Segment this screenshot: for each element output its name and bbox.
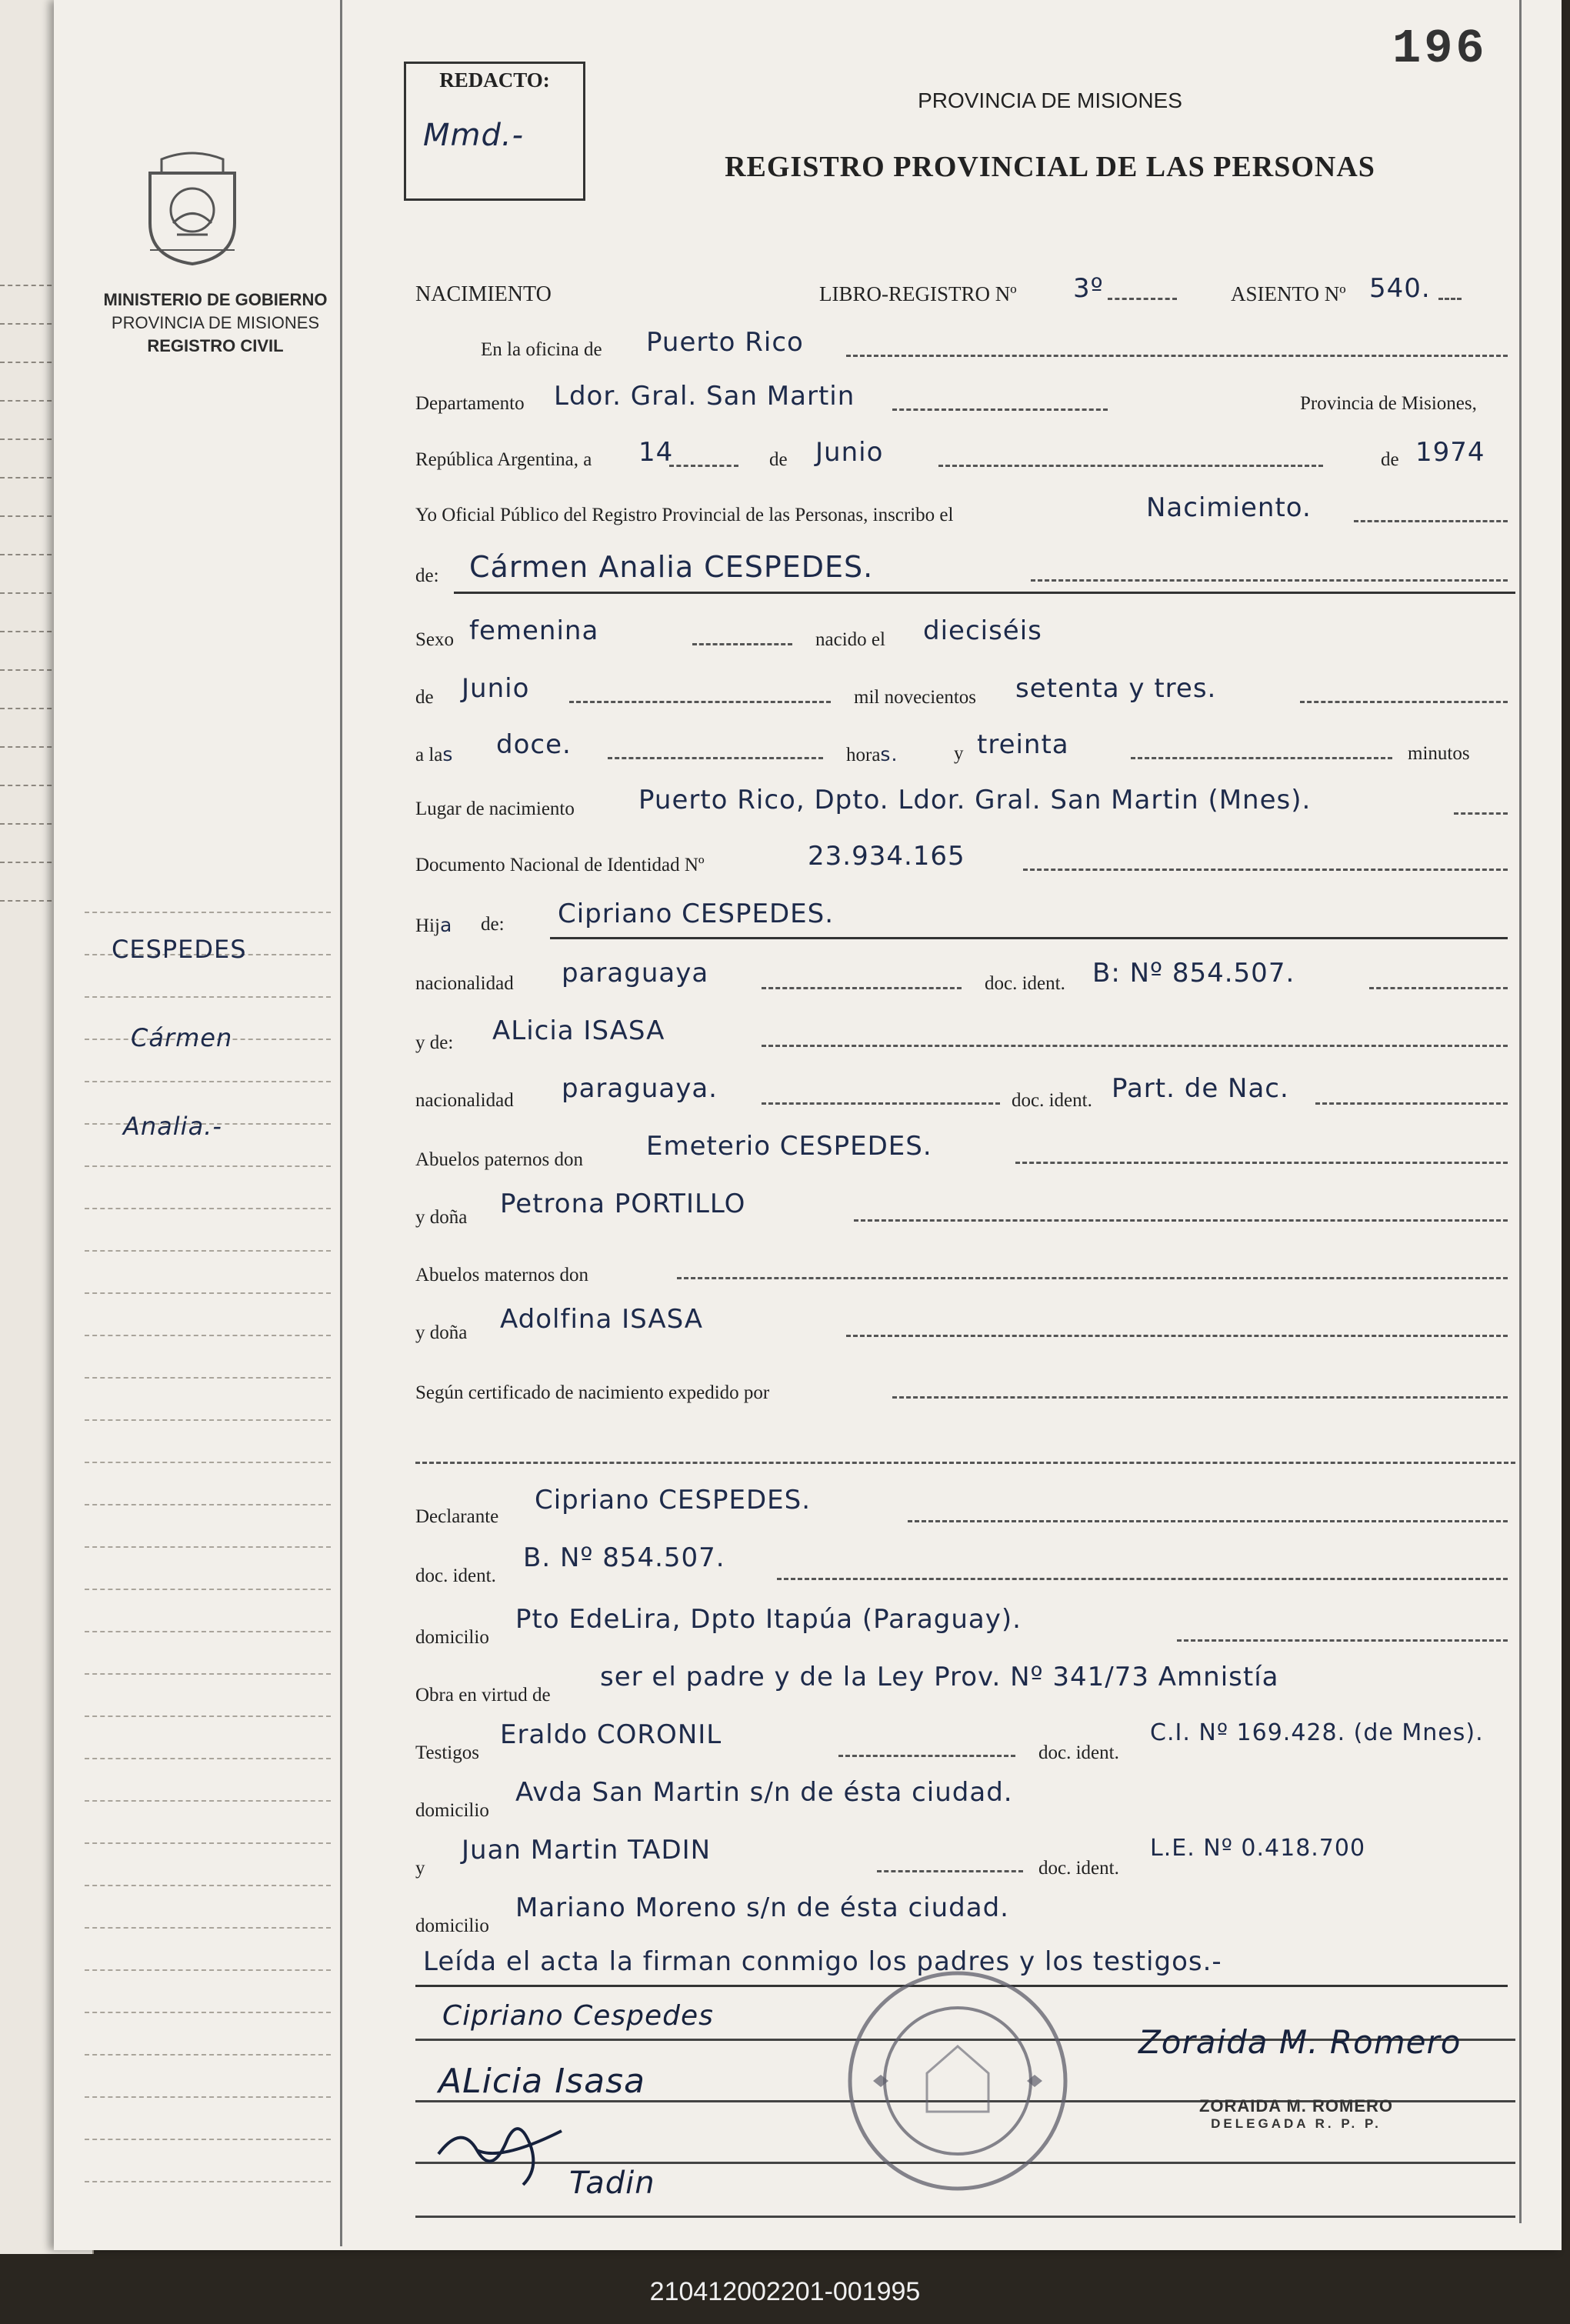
de-label: de: — [415, 565, 439, 586]
father-nat-label: nacionalidad — [415, 973, 514, 994]
witness-signature-scribble — [431, 2108, 585, 2192]
declarant-doc: B. Nº 854.507. — [523, 1542, 725, 1573]
margin-second-name: Analia.- — [123, 1112, 222, 1141]
line-declarant-dom — [415, 1604, 1523, 1650]
asiento-label: ASIENTO Nº — [1231, 282, 1346, 305]
redacto-label: REDACTO: — [439, 68, 550, 92]
registry-heading: REGISTRO PROVINCIAL DE LAS PERSONAS — [725, 151, 1375, 183]
witness1-domicile: Avda San Martin s/n de ésta ciudad. — [515, 1777, 1013, 1808]
witness2-name: Juan Martin TADIN — [462, 1835, 712, 1866]
line-father-nat — [415, 958, 1523, 1004]
born-label: nacido el — [815, 629, 885, 650]
sex-label: Sexo — [415, 629, 454, 650]
province-heading: PROVINCIA DE MISIONES — [918, 88, 1182, 112]
place-value: Puerto Rico, Dpto. Ldor. Gral. San Martin (Mnes). — [638, 785, 1312, 815]
tadin-signature: Tadin — [569, 2166, 655, 2201]
line-department — [415, 381, 1523, 427]
minutes-value: treinta — [977, 729, 1069, 760]
alas-label: a las — [415, 743, 454, 765]
office-value: Puerto Rico — [646, 327, 804, 358]
line-dni — [415, 841, 1523, 887]
dni-value: 23.934.165 — [808, 841, 965, 872]
de-label-4: de: — [481, 914, 505, 935]
redacto-initials: Mmd.- — [423, 118, 525, 153]
father-nationality: paraguaya — [562, 958, 709, 989]
hour-value: doce. — [496, 729, 572, 760]
witness2-doc-label: doc. ident. — [1038, 1858, 1119, 1879]
pat-grandfather: Emeterio CESPEDES. — [646, 1131, 932, 1162]
closing-text: Leída el acta la firman conmigo los padres y los testigos.- — [423, 1946, 1222, 1977]
witness2-dom-label: domicilio — [415, 1916, 489, 1936]
folio-number: 196 — [1392, 22, 1488, 76]
line-mother-nat — [415, 1073, 1523, 1119]
official-name: ZORAIDA M. ROMERO — [1198, 2096, 1394, 2116]
father-doc-label: doc. ident. — [985, 973, 1065, 994]
father-signature: Cipriano Cespedes — [442, 2000, 714, 2032]
line-declarant-doc — [415, 1542, 1523, 1589]
line-certificate — [415, 1365, 1523, 1412]
margin-first-name: Cármen — [131, 1023, 233, 1052]
line-date — [415, 437, 1523, 483]
mil-label: mil novecientos — [854, 687, 976, 708]
date-label: República Argentina, a — [415, 449, 592, 470]
blank-line-5 — [415, 2216, 1515, 2218]
obra-label: Obra en virtud de — [415, 1685, 551, 1705]
date-de-2: de — [1381, 449, 1399, 470]
birth-day: dieciséis — [923, 615, 1042, 646]
official-title: DELEGADA R. P. P. — [1211, 2116, 1382, 2131]
line-pat-grandfather — [415, 1131, 1523, 1177]
child-name: Cármen Analia CESPEDES. — [469, 550, 874, 584]
de-label-3: de — [415, 687, 434, 708]
mother-doc: Part. de Nac. — [1112, 1073, 1289, 1104]
line-hour — [415, 729, 1523, 775]
y2-label: y — [415, 1858, 425, 1879]
mat-grandmother: Adolfina ISASA — [500, 1304, 704, 1335]
birth-year-words: setenta y tres. — [1015, 673, 1217, 704]
registry-stamp-icon — [842, 1966, 1073, 2196]
test-label: Testigos — [415, 1742, 479, 1763]
yde-label: y de: — [415, 1032, 454, 1053]
line-sex — [415, 615, 1523, 662]
mother-name: ALicia ISASA — [492, 1015, 665, 1046]
witness1-dom-label: domicilio — [415, 1800, 489, 1821]
line-witness1 — [415, 1719, 1523, 1766]
ministry-line-2: PROVINCIA DE MISIONES — [111, 313, 320, 332]
ministry-heading — [100, 288, 331, 358]
reg-day: 14 — [638, 437, 674, 468]
line-record-header — [415, 273, 1523, 319]
image-id-footer: 210412002201-001995 — [649, 2277, 921, 2306]
blank-line-1 — [415, 1462, 1515, 1464]
province-tail: Provincia de Misiones, — [1300, 393, 1477, 414]
line-mother — [415, 1015, 1523, 1062]
line-place — [415, 785, 1523, 831]
asiento-value: 540. — [1369, 273, 1431, 304]
redacto-box — [404, 62, 585, 201]
dona-label-2: y doña — [415, 1322, 468, 1343]
line-office — [415, 327, 1523, 373]
intro-text: Yo Oficial Público del Registro Provincial de las Personas, inscribo el — [415, 505, 954, 525]
margin-rule — [340, 0, 342, 2246]
sex-value: femenina — [469, 615, 599, 646]
father-name: Cipriano CESPEDES. — [558, 899, 835, 929]
pat-grandmother: Petrona PORTILLO — [500, 1189, 746, 1219]
line-intro — [415, 492, 1523, 538]
hora-label: horas. — [846, 743, 898, 765]
minutos-label: minutos — [1408, 743, 1470, 764]
line-pat-grandmother — [415, 1189, 1523, 1235]
witness1-name: Eraldo CORONIL — [500, 1719, 722, 1750]
mother-nationality: paraguaya. — [562, 1073, 718, 1104]
decl-doc-label: doc. ident. — [415, 1565, 496, 1586]
line-father — [415, 899, 1523, 945]
official-signature: Zoraida M. Romero — [1138, 2023, 1462, 2061]
record-type: NACIMIENTO — [415, 282, 552, 306]
mother-signature: ALicia Isasa — [438, 2062, 645, 2101]
birth-month: Junio — [462, 673, 530, 704]
dona-label-1: y doña — [415, 1207, 468, 1228]
line-mat-grandfather — [415, 1246, 1523, 1292]
dept-value: Ldor. Gral. San Martin — [554, 381, 855, 412]
line-obra — [415, 1662, 1523, 1708]
cert-label: Según certificado de nacimiento expedido por — [415, 1382, 770, 1403]
hij-label: Hija — [415, 914, 453, 936]
mother-nat-label: nacionalidad — [415, 1090, 514, 1111]
obra-value: ser el padre y de la Ley Prov. Nº 341/73 Amnistía — [600, 1662, 1279, 1692]
place-label: Lugar de nacimiento — [415, 799, 575, 819]
dni-label: Documento Nacional de Identidad Nº — [415, 855, 705, 875]
mother-doc-label: doc. ident. — [1012, 1090, 1092, 1111]
witness1-doc-label: doc. ident. — [1038, 1742, 1119, 1763]
declarant-domicile: Pto EdeLira, Dpto Itapúa (Paraguay). — [515, 1604, 1022, 1635]
father-doc: B: Nº 854.507. — [1092, 958, 1295, 989]
line-witness2 — [415, 1835, 1523, 1881]
ministry-line-3: REGISTRO CIVIL — [147, 336, 284, 355]
line-name — [415, 550, 1523, 596]
witness2-domicile: Mariano Moreno s/n de ésta ciudad. — [515, 1892, 1009, 1923]
dept-label: Departamento — [415, 393, 525, 414]
declarant-name: Cipriano CESPEDES. — [535, 1485, 812, 1515]
margin-surname: CESPEDES — [112, 935, 247, 964]
pat-label: Abuelos paternos don — [415, 1149, 584, 1170]
mat-label: Abuelos maternos don — [415, 1265, 588, 1285]
line-witness1-dom — [415, 1777, 1523, 1823]
margin-column — [54, 0, 338, 2250]
province-coat-of-arms-icon — [142, 150, 242, 265]
line-mat-grandmother — [415, 1304, 1523, 1350]
reg-year: 1974 — [1415, 437, 1485, 468]
ministry-line-1: MINISTERIO DE GOBIERNO — [103, 290, 328, 309]
y-label: y — [954, 743, 964, 764]
libro-value: 3º — [1073, 273, 1104, 304]
decl-dom-label: domicilio — [415, 1627, 489, 1648]
witness2-doc: L.E. Nº 0.418.700 — [1150, 1835, 1366, 1862]
witness1-doc: C.I. Nº 169.428. (de Mnes). — [1150, 1719, 1484, 1746]
libro-label: LIBRO-REGISTRO Nº — [819, 282, 1017, 305]
certificate-page — [54, 0, 1562, 2250]
date-de-1: de — [769, 449, 788, 470]
line-witness2-dom — [415, 1892, 1523, 1939]
office-label: En la oficina de — [481, 339, 602, 360]
line-declarant — [415, 1485, 1523, 1531]
reg-month: Junio — [815, 437, 884, 468]
official-block — [1162, 2096, 1431, 2132]
act-value: Nacimiento. — [1146, 492, 1312, 523]
line-birth-month — [415, 673, 1523, 719]
decl-label: Declarante — [415, 1506, 499, 1527]
